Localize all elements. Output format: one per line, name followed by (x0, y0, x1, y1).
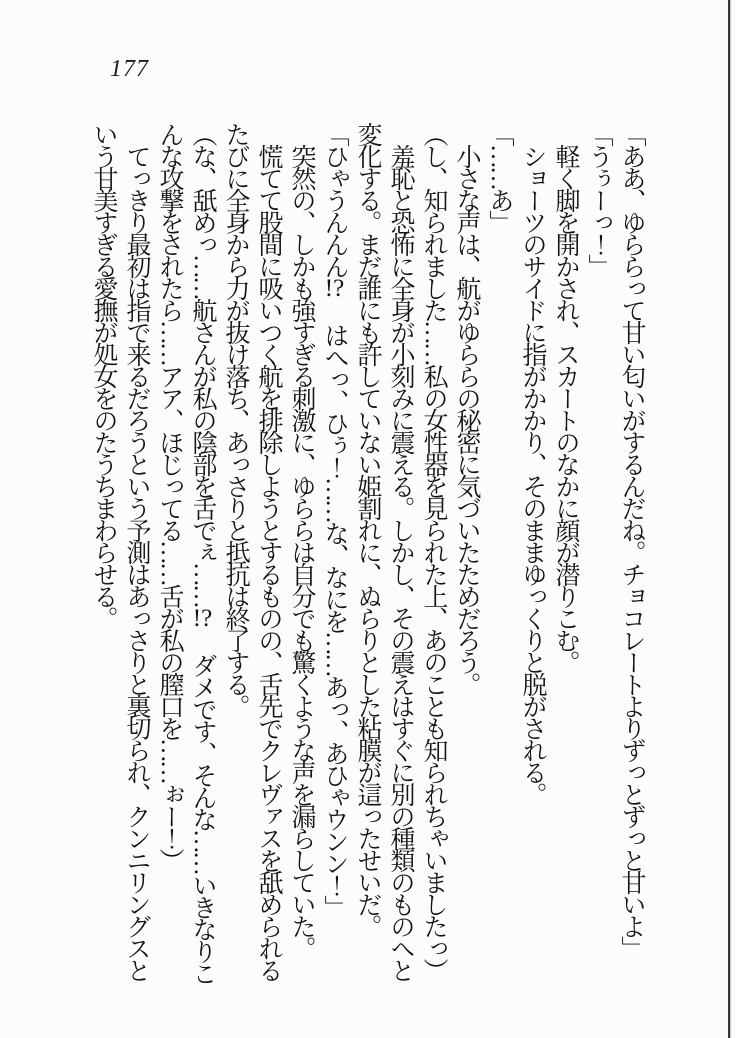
paragraph: 突然の、しかも強すぎる刺激に、ゆららは自分でも驚くような声を漏らしていた。 (288, 144, 315, 958)
tate-chu-yoko: !? (324, 276, 345, 301)
paragraph: 羞恥と恐怖に全身が小刻みに震える。しかし、その震えはすぐに別の種類のものへと変化する。まだ誰にも許していない姫割れに、ぬらりとした粘膜が這ったせいだ。 (354, 122, 414, 980)
paragraph: てっきり最初は指で来るだろうという予測はあっさりと裏切られ、クンニリングスという甘美すぎる愛撫が処女をのたうちまわらせる。 (90, 122, 150, 980)
page-edge-line (728, 0, 730, 1038)
paragraph: （な、舐めっ……航さんが私の陰部を舌でぇ……!? ダメです、そんな……いきなりこんな攻撃をされたら……アア、ほじってる……舌が私の膣口を……ぉー！） (156, 122, 216, 983)
paragraph: ショーツのサイドに指がかかり、そのままゆっくりと脱がされる。 (519, 144, 546, 804)
page-number: 177 (110, 56, 149, 82)
text-block (74, 122, 648, 984)
paragraph: 軽く脚を開かされ、スカートのなかに顔が潜りこむ。 (552, 144, 579, 672)
paragraph: 「ああ、ゆららって甘い匂いがするんだね。チョコレートよりずっとずっと甘いよ」 (618, 122, 645, 958)
paragraph: 「ひゃうんんん!? はへっ、ひぅ！……な、なにを……あっ、あひゃウンン！」 (321, 122, 348, 917)
paragraph: 小さな声は、航がゆららの秘密に気づいたためだろう。 (453, 144, 480, 694)
paragraph: 「……あ」 (486, 122, 513, 232)
paragraph: 「うぅーっ！」 (585, 122, 612, 276)
paragraph: 慌てて股間に吸いつく航を排除しようとするものの、舌先でクレヴァスを舐められるたびに全身から力が抜け落ち、あっさりと抵抗は終了する。 (222, 122, 282, 980)
tate-chu-yoko: !? (192, 606, 213, 631)
paragraph: （し、知られました……私の女性器を見られた上、あのことも知られちゃいましたっ） (420, 122, 447, 980)
